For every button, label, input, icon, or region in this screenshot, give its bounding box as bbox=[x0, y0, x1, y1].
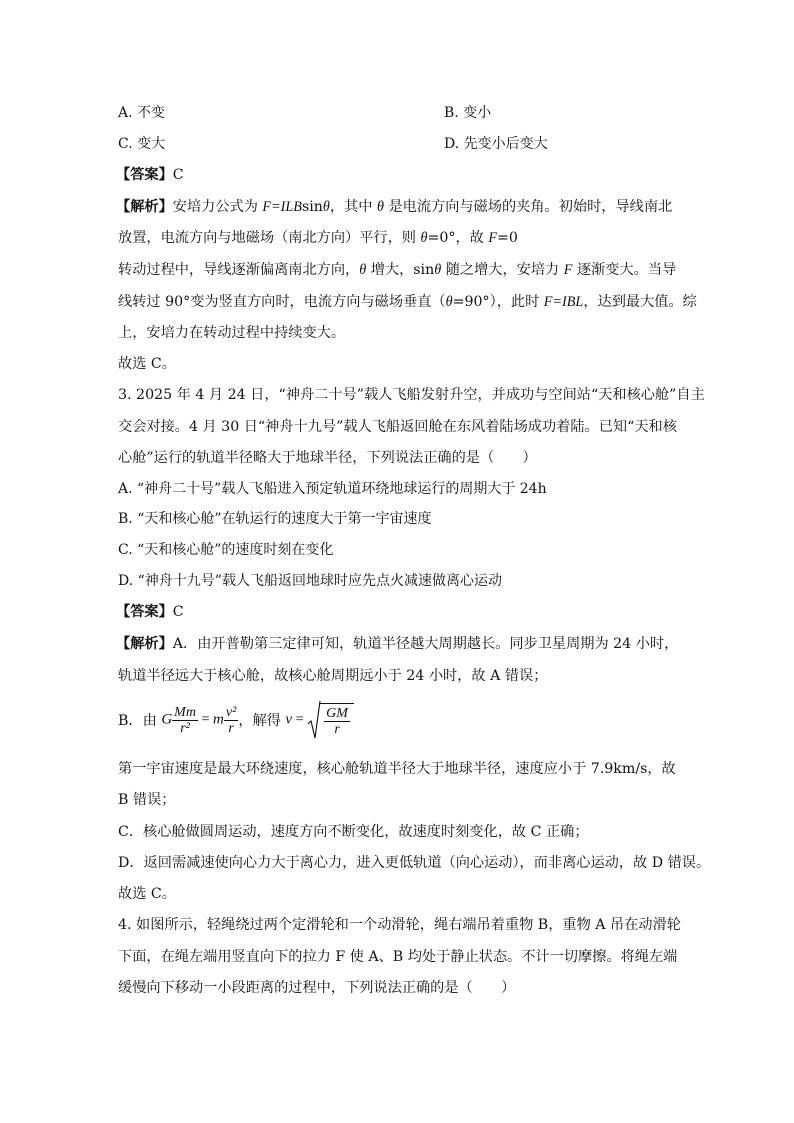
denominator: r bbox=[334, 722, 340, 737]
numerator: Mm bbox=[174, 704, 196, 720]
q2-analysis-line-2 bbox=[118, 229, 518, 247]
fraction-centripetal bbox=[224, 705, 238, 736]
numerator: v² bbox=[225, 704, 237, 720]
q3-option-c: C. “天和核心舱”的速度时刻在变化 bbox=[118, 542, 334, 558]
q3-analysis-c: C．核心舱做圆周运动，速度方向不断变化，故速度时刻变化，故 C 正确； bbox=[118, 824, 589, 840]
text: 是电流方向与磁场的夹角。初始时，导线南北 bbox=[383, 199, 673, 215]
text: A．由开普勒第三定律可知，轨道半径越大周期越长。同步卫星周期为 24 小时， bbox=[172, 636, 679, 652]
text: =90°），此时 bbox=[452, 294, 544, 310]
text: sin bbox=[301, 199, 323, 215]
formula-var: θ bbox=[445, 294, 453, 310]
text: ，解得 bbox=[238, 713, 286, 729]
answer-tag: 【答案】 bbox=[116, 167, 173, 183]
q4-stem-line-3: 缓慢向下移动一小段距离的过程中，下列说法正确的是（ ） bbox=[118, 980, 516, 996]
text: 逐渐变大。当导 bbox=[572, 262, 677, 278]
q2-analysis-line-1 bbox=[116, 198, 672, 216]
formula-var: θ bbox=[322, 199, 330, 215]
text: ，达到最大值。综 bbox=[583, 294, 697, 310]
q3-option-d: D. “神舟十九号”载人飞船返回地球时应先点火减速做离心运动 bbox=[118, 573, 502, 589]
formula-var: F=ILB bbox=[262, 199, 302, 215]
q2-analysis-line-4 bbox=[118, 293, 697, 311]
q3-option-b: B. “天和核心舱”在轨运行的速度大于第一宇宙速度 bbox=[118, 511, 432, 527]
formula-var: F bbox=[563, 262, 573, 278]
q2-option-b: B. 变小 bbox=[444, 105, 492, 121]
q2-option-c: C. 变大 bbox=[118, 136, 166, 152]
text: B．由 bbox=[118, 713, 162, 729]
q3-analysis-d: D．返回需减速使向心力大于离心力，进入更低轨道（向心运动），而非离心运动，故 D 错误。 bbox=[118, 855, 711, 871]
answer-tag: 【答案】 bbox=[116, 604, 173, 620]
q3-stem-line-3: 心舱”运行的轨道半径略大于地球半径，下列说法正确的是（ ） bbox=[118, 450, 537, 466]
formula-var: v bbox=[285, 711, 293, 728]
q4-stem-line-1: 4. 如图所示，轻绳绕过两个定滑轮和一个动滑轮，绳右端吊着重物 B，重物 A 吊在动滑轮 bbox=[118, 917, 681, 933]
q3-analysis-a-line-2: 轨道半径远大于核心舱，故核心舱周期远小于 24 小时，故 A 错误； bbox=[118, 668, 548, 684]
equals-sign: = bbox=[197, 711, 214, 728]
denominator: r² bbox=[180, 720, 190, 736]
text: ，其中 bbox=[329, 199, 377, 215]
q2-conclusion: 故选 C。 bbox=[118, 356, 176, 372]
fraction-velocity bbox=[320, 703, 354, 737]
q3-analysis-a-line-1 bbox=[116, 635, 678, 653]
text: =0°，故 bbox=[427, 230, 489, 246]
q2-analysis-line-5: 上，安培力在转动过程中持续变大。 bbox=[118, 325, 346, 341]
q3-analysis-b-equation bbox=[118, 700, 354, 744]
square-root bbox=[307, 700, 354, 740]
formula-var: F=IBL bbox=[543, 294, 584, 310]
q3-answer bbox=[116, 603, 184, 621]
text: 增大，sin bbox=[366, 262, 435, 278]
q3-analysis-b-line-2: B 错误； bbox=[118, 792, 176, 808]
q3-conclusion: 故选 C。 bbox=[118, 886, 176, 902]
text: 随之增大，安培力 bbox=[441, 262, 564, 278]
analysis-tag: 【解析】 bbox=[116, 636, 173, 652]
text: 转动过程中，导线逐渐偏离南北方向， bbox=[118, 262, 360, 278]
q2-analysis-line-3 bbox=[118, 261, 676, 279]
answer-value: C bbox=[172, 167, 184, 183]
formula-var: θ bbox=[434, 262, 442, 278]
formula-var: θ bbox=[376, 199, 384, 215]
text: 放置，电流方向与地磁场（南北方向）平行，则 bbox=[118, 230, 421, 246]
formula-var: θ bbox=[420, 230, 428, 246]
radical-sign-icon bbox=[307, 700, 321, 740]
formula-var: F bbox=[488, 230, 498, 246]
q3-stem-line-1: 3. 2025 年 4 月 24 日，“神舟二十号”载人飞船发射升空，并成功与空间站“天和核心舱”自主 bbox=[118, 387, 705, 403]
analysis-tag: 【解析】 bbox=[116, 199, 173, 215]
q3-stem-line-2: 交会对接。4 月 30 日“神舟十九号”载人飞船返回舱在东风着陆场成功着陆。已知“天和核 bbox=[118, 419, 677, 435]
q2-option-d: D. 先变小后变大 bbox=[444, 136, 548, 152]
q4-stem-line-2: 下面，在绳左端用竖直向下的拉力 F 使 A、B 均处于静止状态。不计一切摩擦。将绳左端 bbox=[118, 949, 678, 965]
formula-var: G bbox=[161, 711, 173, 728]
q2-answer bbox=[116, 166, 184, 184]
equals-sign: = bbox=[292, 711, 308, 728]
fraction-gravity bbox=[172, 705, 198, 736]
q3-analysis-b-line-1: 第一宇宙速度是最大环绕速度，核心舱轨道半径大于地球半径，速度应小于 7.9km/s，故 bbox=[118, 761, 676, 777]
formula-var: m bbox=[213, 711, 224, 728]
text: =0 bbox=[497, 230, 518, 246]
numerator: GM bbox=[326, 706, 348, 721]
q3-option-a: A. “神舟二十号”载人飞船进入预定轨道环绕地球运行的周期大于 24h bbox=[118, 481, 547, 497]
text: 安培力公式为 bbox=[172, 199, 263, 215]
answer-value: C bbox=[172, 604, 184, 620]
denominator: r bbox=[228, 720, 234, 736]
text: 线转过 90°变为竖直方向时，电流方向与磁场垂直（ bbox=[118, 294, 446, 310]
formula-var: θ bbox=[359, 262, 367, 278]
q2-option-a: A. 不变 bbox=[118, 105, 166, 121]
